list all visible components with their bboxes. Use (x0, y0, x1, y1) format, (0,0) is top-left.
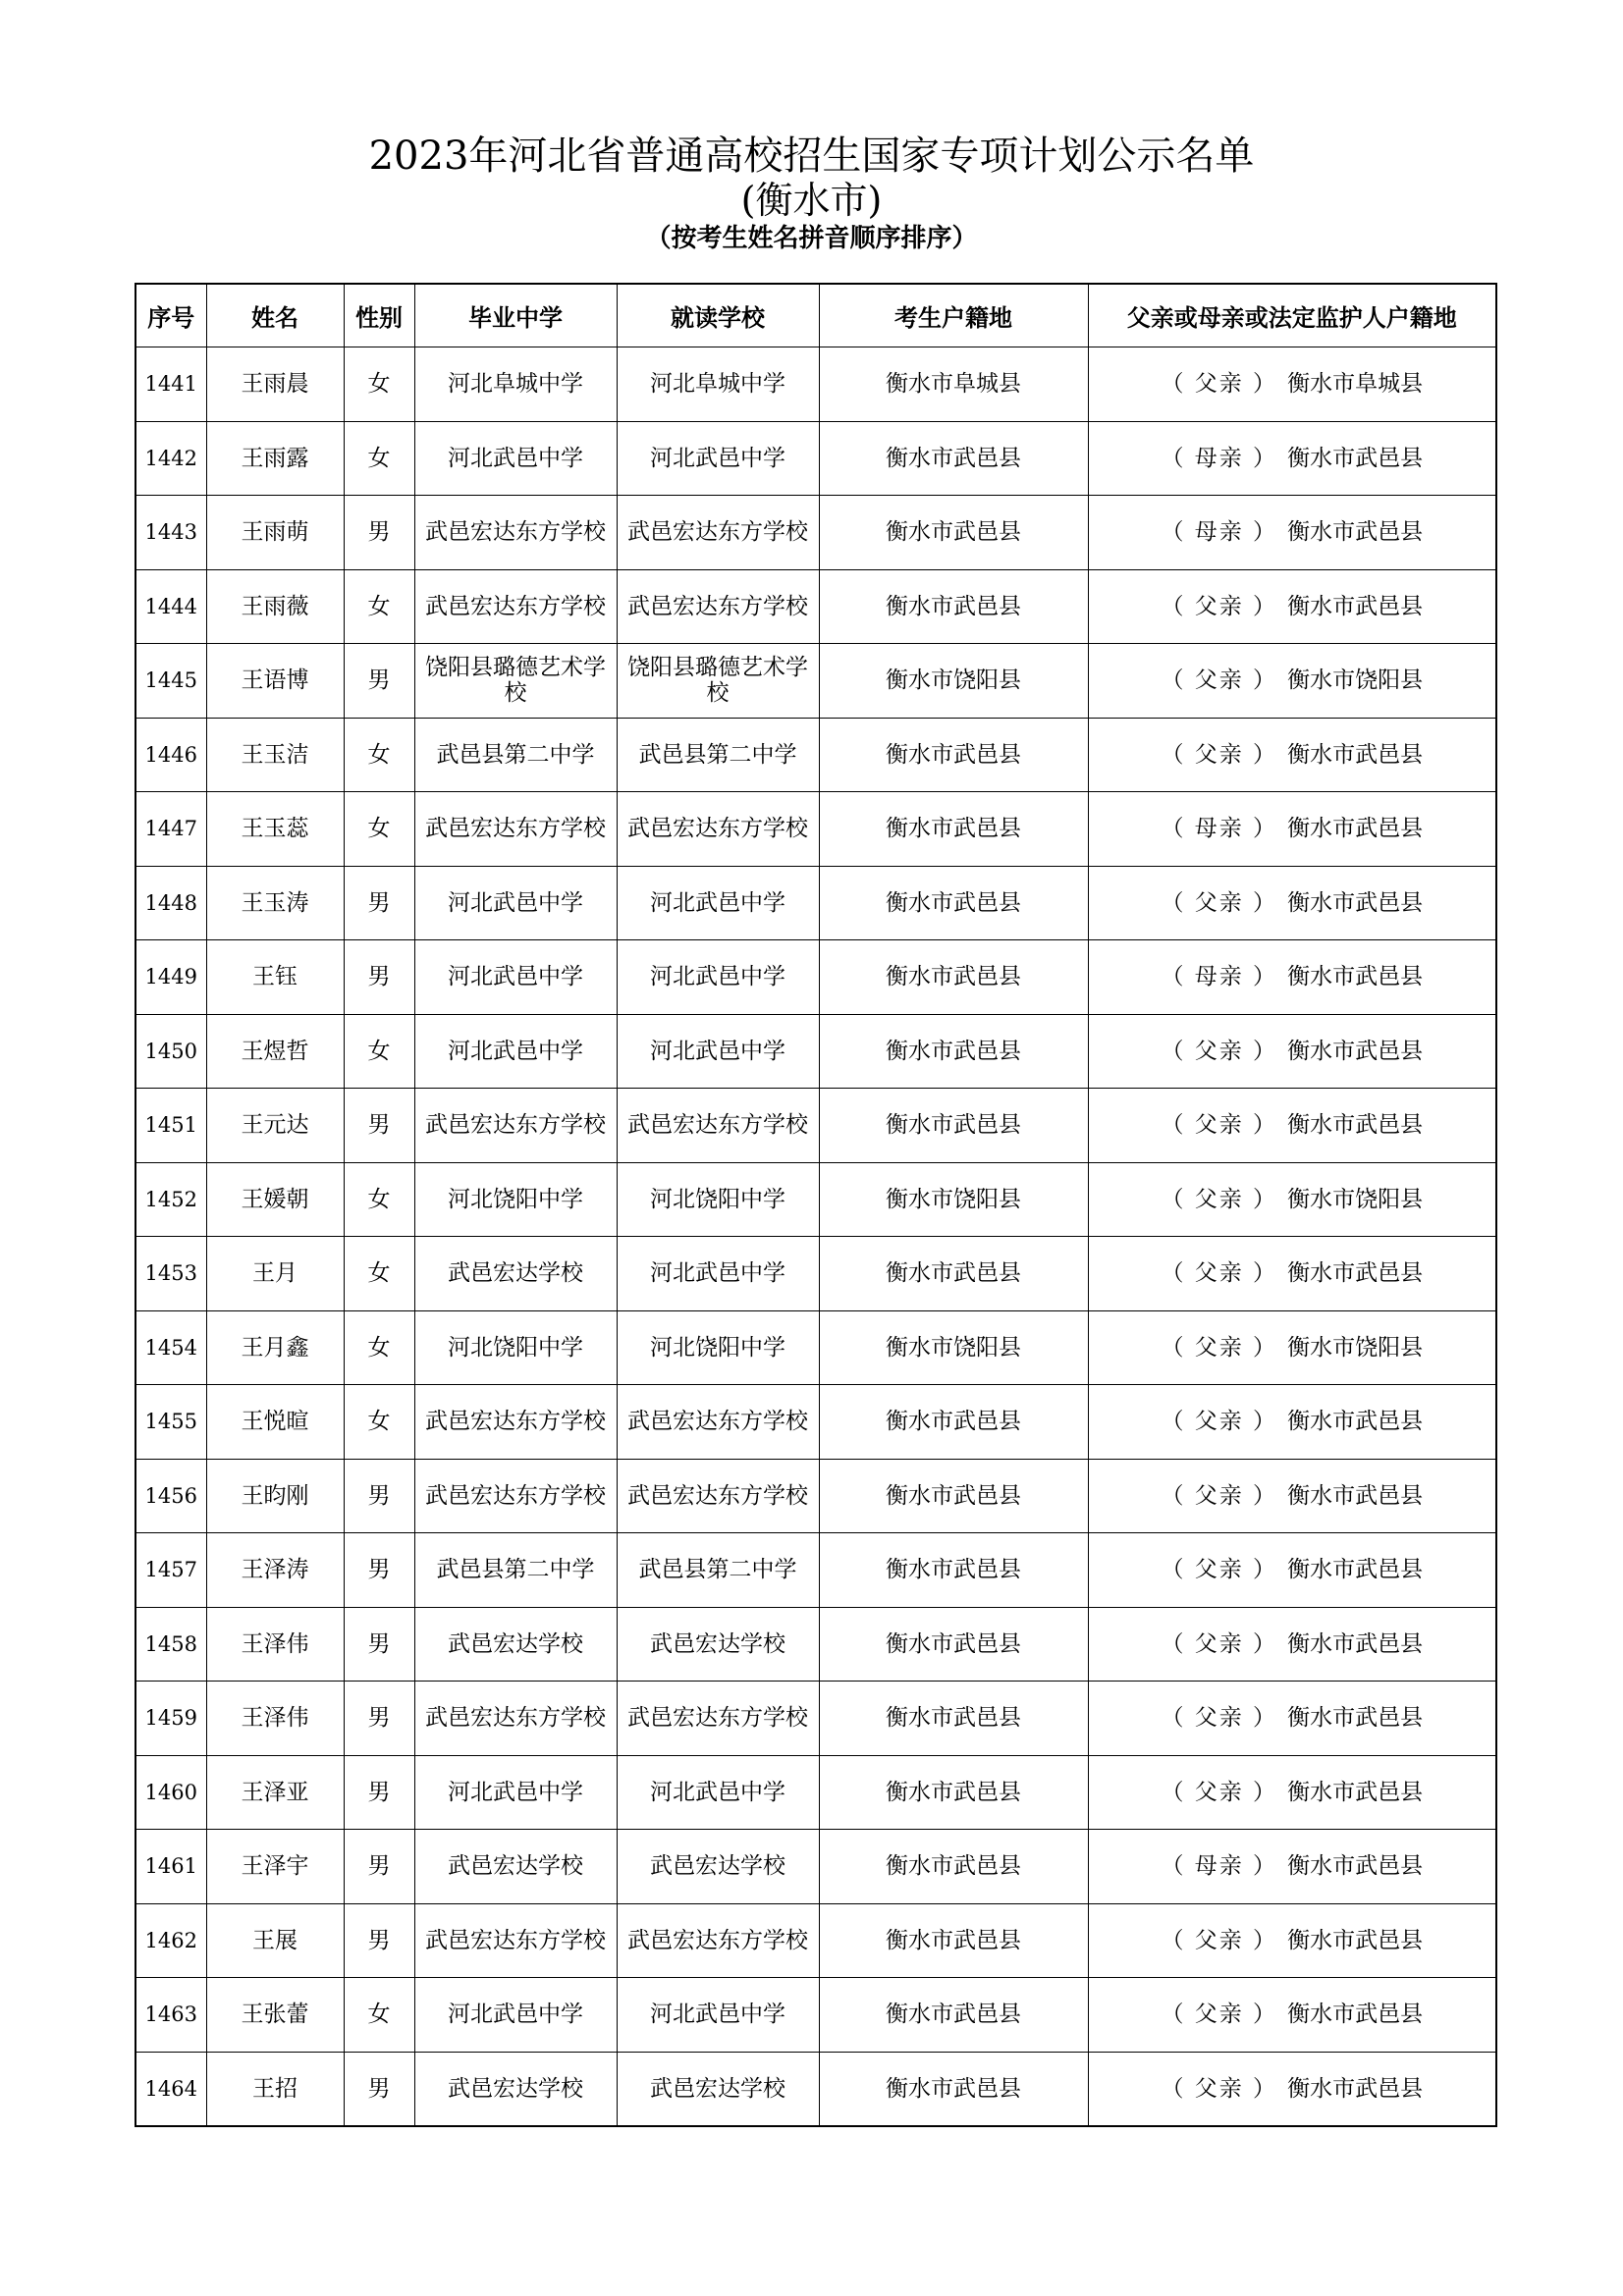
cell-grad-school: 河北武邑中学 (414, 940, 617, 1015)
cell-gender: 女 (344, 1237, 414, 1311)
cell-name: 王雨薇 (206, 569, 344, 644)
cell-no: 1444 (135, 569, 206, 644)
cell-name: 王玉涛 (206, 866, 344, 940)
page-title: 2023年河北省普通高校招生国家专项计划公示名单 (368, 133, 1255, 179)
title-block (0, 133, 1623, 255)
cell-parent-residence (1088, 347, 1496, 422)
parent-relation-label: （ 母亲 ） (1161, 445, 1278, 471)
parent-residence-value: 衡水市武邑县 (1287, 1779, 1424, 1805)
page-subtitle-sort-note: （按考生姓名拼音顺序排序） (645, 224, 978, 253)
cell-study-school: 武邑宏达东方学校 (617, 1459, 819, 1533)
cell-study-school: 武邑宏达东方学校 (617, 569, 819, 644)
cell-gender: 男 (344, 940, 414, 1015)
parent-residence-value: 衡水市饶阳县 (1287, 1334, 1424, 1361)
cell-grad-school: 河北武邑中学 (414, 421, 617, 496)
cell-name: 王语博 (206, 644, 344, 719)
cell-grad-school: 武邑宏达东方学校 (414, 1089, 617, 1163)
cell-name: 王张蕾 (206, 1978, 344, 2053)
cell-residence: 衡水市武邑县 (819, 1903, 1088, 1978)
table-row (135, 1385, 1496, 1460)
cell-study-school: 河北阜城中学 (617, 347, 819, 422)
cell-name: 王展 (206, 1903, 344, 1978)
table-row (135, 1607, 1496, 1682)
cell-name: 王媛朝 (206, 1162, 344, 1237)
cell-no: 1448 (135, 866, 206, 940)
cell-no: 1449 (135, 940, 206, 1015)
cell-parent-residence (1088, 1978, 1496, 2053)
parent-residence-value: 衡水市武邑县 (1287, 593, 1424, 619)
cell-gender: 男 (344, 1459, 414, 1533)
cell-residence: 衡水市武邑县 (819, 718, 1088, 792)
cell-gender: 女 (344, 792, 414, 867)
cell-parent-residence (1088, 1533, 1496, 1608)
cell-name: 王雨萌 (206, 496, 344, 570)
parent-relation-label: （ 父亲 ） (1161, 2075, 1278, 2102)
cell-parent-residence (1088, 496, 1496, 570)
cell-grad-school: 武邑宏达东方学校 (414, 1903, 617, 1978)
table-row (135, 421, 1496, 496)
cell-gender: 女 (344, 1385, 414, 1460)
cell-residence: 衡水市武邑县 (819, 496, 1088, 570)
cell-grad-school: 河北武邑中学 (414, 866, 617, 940)
cell-no: 1458 (135, 1607, 206, 1682)
cell-parent-residence (1088, 1682, 1496, 1756)
cell-parent-residence (1088, 792, 1496, 867)
parent-relation-label: （ 母亲 ） (1161, 816, 1278, 842)
cell-residence: 衡水市武邑县 (819, 1607, 1088, 1682)
cell-residence: 衡水市武邑县 (819, 1459, 1088, 1533)
cell-gender: 男 (344, 1903, 414, 1978)
cell-no: 1441 (135, 347, 206, 422)
parent-residence-value: 衡水市武邑县 (1287, 1705, 1424, 1732)
cell-study-school: 武邑宏达东方学校 (617, 1089, 819, 1163)
column-header-residence: 考生户籍地 (819, 284, 1088, 347)
cell-gender: 女 (344, 1162, 414, 1237)
cell-gender: 女 (344, 718, 414, 792)
cell-parent-residence (1088, 1089, 1496, 1163)
parent-relation-label: （ 父亲 ） (1161, 1630, 1278, 1657)
cell-gender: 男 (344, 1533, 414, 1608)
cell-study-school: 武邑县第二中学 (617, 1533, 819, 1608)
cell-no: 1462 (135, 1903, 206, 1978)
cell-study-school: 河北武邑中学 (617, 1014, 819, 1089)
parent-residence-value: 衡水市武邑县 (1287, 2075, 1424, 2102)
cell-study-school: 武邑宏达东方学校 (617, 792, 819, 867)
cell-no: 1442 (135, 421, 206, 496)
cell-grad-school: 武邑宏达东方学校 (414, 792, 617, 867)
cell-name: 王悦暄 (206, 1385, 344, 1460)
cell-grad-school: 武邑宏达学校 (414, 1830, 617, 1904)
table-row (135, 1459, 1496, 1533)
cell-residence: 衡水市饶阳县 (819, 1310, 1088, 1385)
table-header-row (135, 284, 1496, 347)
parent-residence-value: 衡水市武邑县 (1287, 519, 1424, 546)
cell-residence: 衡水市武邑县 (819, 866, 1088, 940)
cell-name: 王雨晨 (206, 347, 344, 422)
cell-grad-school: 武邑宏达学校 (414, 2052, 617, 2126)
cell-grad-school: 饶阳县璐德艺术学校 (414, 644, 617, 719)
cell-residence: 衡水市武邑县 (819, 421, 1088, 496)
cell-grad-school: 武邑宏达东方学校 (414, 1385, 617, 1460)
table-row (135, 1755, 1496, 1830)
cell-gender: 男 (344, 1089, 414, 1163)
table-row (135, 940, 1496, 1015)
table-row (135, 718, 1496, 792)
parent-residence-value: 衡水市武邑县 (1287, 1409, 1424, 1435)
cell-study-school: 饶阳县璐德艺术学校 (617, 644, 819, 719)
cell-study-school: 河北武邑中学 (617, 866, 819, 940)
table-row (135, 866, 1496, 940)
parent-relation-label: （ 母亲 ） (1161, 519, 1278, 546)
cell-parent-residence (1088, 644, 1496, 719)
parent-relation-label: （ 父亲 ） (1161, 1779, 1278, 1805)
cell-grad-school: 武邑宏达学校 (414, 1237, 617, 1311)
parent-residence-value: 衡水市武邑县 (1287, 1853, 1424, 1880)
cell-residence: 衡水市武邑县 (819, 1755, 1088, 1830)
cell-study-school: 武邑宏达东方学校 (617, 1385, 819, 1460)
cell-name: 王玉蕊 (206, 792, 344, 867)
table-row (135, 792, 1496, 867)
cell-name: 王煜哲 (206, 1014, 344, 1089)
cell-name: 王泽宇 (206, 1830, 344, 1904)
column-header-name: 姓名 (206, 284, 344, 347)
parent-relation-label: （ 父亲 ） (1161, 1334, 1278, 1361)
cell-gender: 男 (344, 1830, 414, 1904)
cell-grad-school: 武邑宏达东方学校 (414, 1682, 617, 1756)
cell-parent-residence (1088, 940, 1496, 1015)
parent-relation-label: （ 父亲 ） (1161, 1557, 1278, 1583)
cell-residence: 衡水市武邑县 (819, 1830, 1088, 1904)
cell-residence: 衡水市武邑县 (819, 1385, 1088, 1460)
cell-study-school: 河北武邑中学 (617, 421, 819, 496)
cell-gender: 女 (344, 1978, 414, 2053)
cell-name: 王泽伟 (206, 1607, 344, 1682)
parent-residence-value: 衡水市武邑县 (1287, 445, 1424, 471)
cell-grad-school: 武邑县第二中学 (414, 718, 617, 792)
cell-no: 1453 (135, 1237, 206, 1311)
parent-relation-label: （ 父亲 ） (1161, 889, 1278, 916)
parent-relation-label: （ 父亲 ） (1161, 2002, 1278, 2028)
cell-name: 王泽涛 (206, 1533, 344, 1608)
cell-no: 1451 (135, 1089, 206, 1163)
cell-no: 1456 (135, 1459, 206, 1533)
cell-parent-residence (1088, 569, 1496, 644)
cell-residence: 衡水市武邑县 (819, 940, 1088, 1015)
cell-gender: 男 (344, 2052, 414, 2126)
table-row (135, 1978, 1496, 2053)
parent-relation-label: （ 父亲 ） (1161, 667, 1278, 694)
parent-residence-value: 衡水市武邑县 (1287, 1927, 1424, 1953)
cell-parent-residence (1088, 1014, 1496, 1089)
cell-no: 1455 (135, 1385, 206, 1460)
parent-relation-label: （ 母亲 ） (1161, 964, 1278, 990)
parent-residence-value: 衡水市阜城县 (1287, 371, 1424, 398)
cell-residence: 衡水市武邑县 (819, 1089, 1088, 1163)
cell-parent-residence (1088, 1310, 1496, 1385)
cell-grad-school: 河北饶阳中学 (414, 1162, 617, 1237)
cell-parent-residence (1088, 1755, 1496, 1830)
parent-residence-value: 衡水市武邑县 (1287, 1112, 1424, 1139)
cell-parent-residence (1088, 1830, 1496, 1904)
cell-grad-school: 武邑县第二中学 (414, 1533, 617, 1608)
cell-parent-residence (1088, 1237, 1496, 1311)
table-row (135, 1014, 1496, 1089)
parent-residence-value: 衡水市饶阳县 (1287, 667, 1424, 694)
cell-parent-residence (1088, 866, 1496, 940)
cell-no: 1460 (135, 1755, 206, 1830)
table-body (135, 347, 1496, 2127)
cell-no: 1447 (135, 792, 206, 867)
cell-grad-school: 武邑宏达东方学校 (414, 496, 617, 570)
parent-relation-label: （ 父亲 ） (1161, 371, 1278, 398)
parent-residence-value: 衡水市武邑县 (1287, 889, 1424, 916)
cell-residence: 衡水市武邑县 (819, 1237, 1088, 1311)
parent-residence-value: 衡水市武邑县 (1287, 1630, 1424, 1657)
table-row (135, 496, 1496, 570)
table-row (135, 2052, 1496, 2126)
cell-name: 王月鑫 (206, 1310, 344, 1385)
cell-name: 王泽伟 (206, 1682, 344, 1756)
cell-gender: 男 (344, 866, 414, 940)
cell-study-school: 武邑宏达学校 (617, 1607, 819, 1682)
cell-study-school: 河北武邑中学 (617, 1237, 819, 1311)
parent-relation-label: （ 父亲 ） (1161, 1482, 1278, 1509)
column-header-parent-residence: 父亲或母亲或法定监护人户籍地 (1088, 284, 1496, 347)
cell-residence: 衡水市武邑县 (819, 1014, 1088, 1089)
cell-study-school: 武邑宏达学校 (617, 1830, 819, 1904)
column-header-no: 序号 (135, 284, 206, 347)
cell-no: 1452 (135, 1162, 206, 1237)
table-row (135, 347, 1496, 422)
parent-relation-label: （ 父亲 ） (1161, 593, 1278, 619)
cell-residence: 衡水市武邑县 (819, 569, 1088, 644)
cell-parent-residence (1088, 1459, 1496, 1533)
page-subtitle-city: (衡水市) (740, 179, 883, 222)
cell-parent-residence (1088, 1385, 1496, 1460)
parent-residence-value: 衡水市武邑县 (1287, 964, 1424, 990)
cell-residence: 衡水市武邑县 (819, 1533, 1088, 1608)
parent-residence-value: 衡水市武邑县 (1287, 741, 1424, 768)
parent-residence-value: 衡水市武邑县 (1287, 1557, 1424, 1583)
cell-name: 王泽亚 (206, 1755, 344, 1830)
cell-study-school: 武邑宏达学校 (617, 2052, 819, 2126)
parent-relation-label: （ 父亲 ） (1161, 1927, 1278, 1953)
parent-residence-value: 衡水市武邑县 (1287, 1038, 1424, 1064)
parent-relation-label: （ 父亲 ） (1161, 1038, 1278, 1064)
cell-gender: 男 (344, 1755, 414, 1830)
cell-residence: 衡水市武邑县 (819, 2052, 1088, 2126)
parent-relation-label: （ 母亲 ） (1161, 1853, 1278, 1880)
cell-no: 1457 (135, 1533, 206, 1608)
cell-study-school: 河北饶阳中学 (617, 1310, 819, 1385)
cell-parent-residence (1088, 421, 1496, 496)
cell-study-school: 武邑宏达东方学校 (617, 1682, 819, 1756)
cell-no: 1454 (135, 1310, 206, 1385)
cell-name: 王元达 (206, 1089, 344, 1163)
parent-residence-value: 衡水市武邑县 (1287, 816, 1424, 842)
cell-study-school: 武邑宏达东方学校 (617, 496, 819, 570)
cell-gender: 男 (344, 644, 414, 719)
table-row (135, 1682, 1496, 1756)
column-header-gender: 性别 (344, 284, 414, 347)
cell-study-school: 河北饶阳中学 (617, 1162, 819, 1237)
cell-grad-school: 武邑宏达东方学校 (414, 1459, 617, 1533)
cell-parent-residence (1088, 1162, 1496, 1237)
table-row (135, 569, 1496, 644)
cell-grad-school: 武邑宏达学校 (414, 1607, 617, 1682)
cell-residence: 衡水市武邑县 (819, 1978, 1088, 2053)
cell-name: 王玉洁 (206, 718, 344, 792)
parent-relation-label: （ 父亲 ） (1161, 1409, 1278, 1435)
parent-relation-label: （ 父亲 ） (1161, 1186, 1278, 1212)
column-header-study-school: 就读学校 (617, 284, 819, 347)
cell-gender: 男 (344, 1607, 414, 1682)
parent-relation-label: （ 父亲 ） (1161, 1705, 1278, 1732)
cell-study-school: 河北武邑中学 (617, 1978, 819, 2053)
parent-relation-label: （ 父亲 ） (1161, 1260, 1278, 1287)
parent-residence-value: 衡水市武邑县 (1287, 1482, 1424, 1509)
cell-gender: 女 (344, 1310, 414, 1385)
roster-table (135, 283, 1497, 2127)
cell-grad-school: 河北饶阳中学 (414, 1310, 617, 1385)
table-row (135, 1237, 1496, 1311)
table-row (135, 1162, 1496, 1237)
cell-residence: 衡水市阜城县 (819, 347, 1088, 422)
cell-name: 王雨露 (206, 421, 344, 496)
parent-residence-value: 衡水市饶阳县 (1287, 1186, 1424, 1212)
table-row (135, 1830, 1496, 1904)
parent-residence-value: 衡水市武邑县 (1287, 2002, 1424, 2028)
table-row (135, 1089, 1496, 1163)
cell-no: 1464 (135, 2052, 206, 2126)
cell-gender: 男 (344, 1682, 414, 1756)
table-row (135, 1310, 1496, 1385)
parent-relation-label: （ 父亲 ） (1161, 1112, 1278, 1139)
cell-parent-residence (1088, 1903, 1496, 1978)
cell-name: 王钰 (206, 940, 344, 1015)
cell-grad-school: 河北武邑中学 (414, 1014, 617, 1089)
table-row (135, 1903, 1496, 1978)
cell-no: 1450 (135, 1014, 206, 1089)
cell-residence: 衡水市武邑县 (819, 792, 1088, 867)
cell-no: 1459 (135, 1682, 206, 1756)
cell-no: 1463 (135, 1978, 206, 2053)
parent-relation-label: （ 父亲 ） (1161, 741, 1278, 768)
cell-grad-school: 河北阜城中学 (414, 347, 617, 422)
cell-gender: 女 (344, 569, 414, 644)
cell-no: 1445 (135, 644, 206, 719)
cell-study-school: 河北武邑中学 (617, 1755, 819, 1830)
cell-no: 1446 (135, 718, 206, 792)
table-row (135, 644, 1496, 719)
cell-study-school: 河北武邑中学 (617, 940, 819, 1015)
cell-gender: 男 (344, 496, 414, 570)
cell-residence: 衡水市饶阳县 (819, 1162, 1088, 1237)
cell-study-school: 武邑县第二中学 (617, 718, 819, 792)
cell-parent-residence (1088, 1607, 1496, 1682)
cell-gender: 女 (344, 1014, 414, 1089)
cell-gender: 女 (344, 421, 414, 496)
cell-gender: 女 (344, 347, 414, 422)
cell-grad-school: 河北武邑中学 (414, 1978, 617, 2053)
cell-study-school: 武邑宏达东方学校 (617, 1903, 819, 1978)
cell-parent-residence (1088, 2052, 1496, 2126)
cell-no: 1443 (135, 496, 206, 570)
cell-residence: 衡水市武邑县 (819, 1682, 1088, 1756)
cell-grad-school: 河北武邑中学 (414, 1755, 617, 1830)
cell-name: 王昀刚 (206, 1459, 344, 1533)
parent-residence-value: 衡水市武邑县 (1287, 1260, 1424, 1287)
column-header-grad-school: 毕业中学 (414, 284, 617, 347)
cell-name: 王招 (206, 2052, 344, 2126)
cell-grad-school: 武邑宏达东方学校 (414, 569, 617, 644)
cell-no: 1461 (135, 1830, 206, 1904)
table-row (135, 1533, 1496, 1608)
cell-parent-residence (1088, 718, 1496, 792)
cell-residence: 衡水市饶阳县 (819, 644, 1088, 719)
cell-name: 王月 (206, 1237, 344, 1311)
